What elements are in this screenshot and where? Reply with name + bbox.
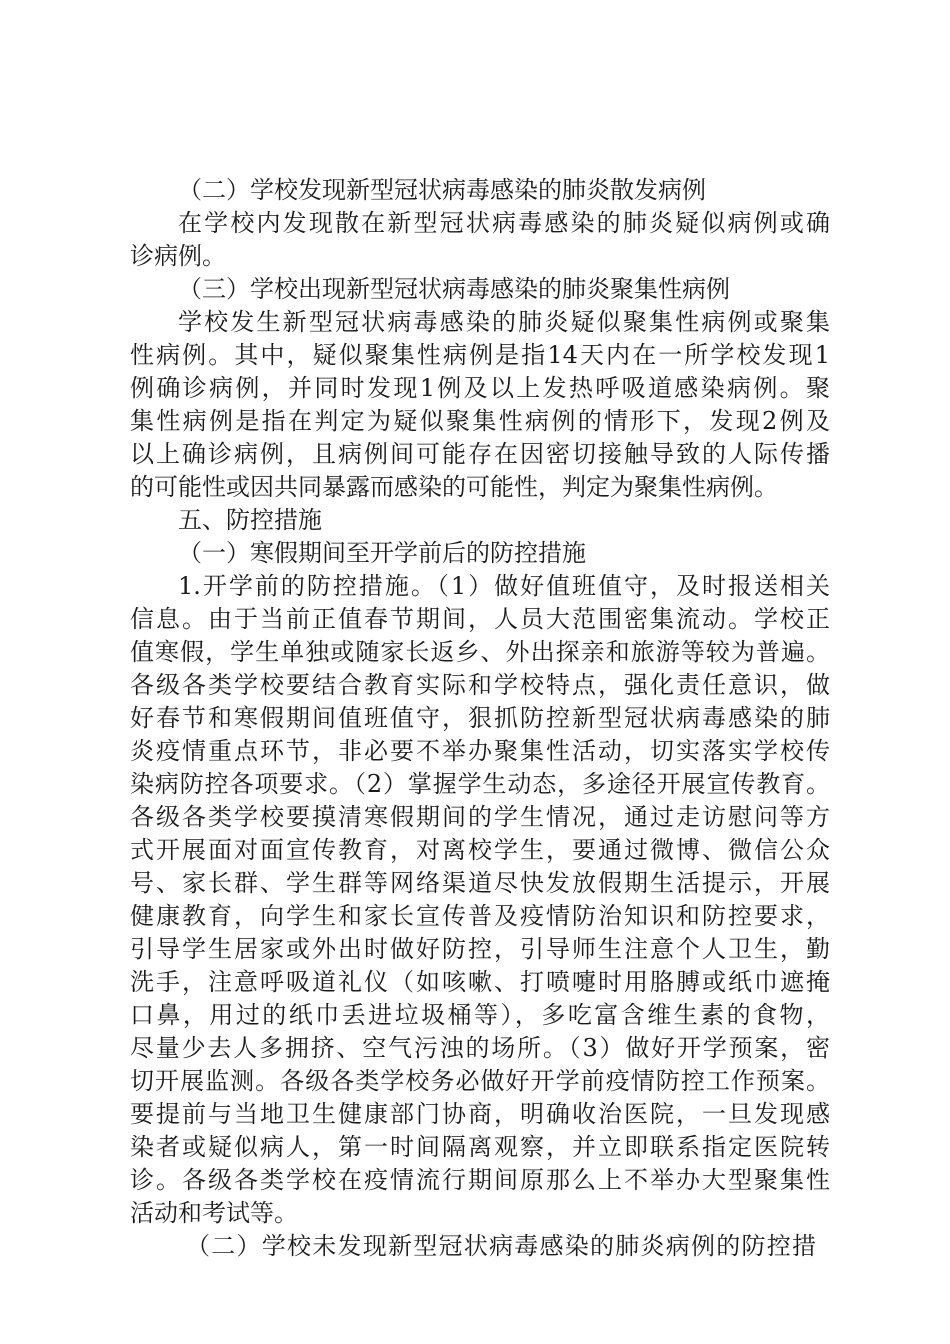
paragraph-line: 活动和考试等。	[130, 1199, 298, 1227]
paragraph-line: 洗手，注意呼吸道礼仪（如咳嗽、打喷嚏时用胳膊或纸巾遮掩	[130, 968, 830, 996]
paragraph-line: 式开展面对面宣传教育，对离校学生，要通过微博、微信公众	[130, 836, 830, 864]
paragraph-line: 例确诊病例，并同时发现1例及以上发热呼吸道感染病例。聚	[130, 374, 830, 402]
paragraph-line: 学校发生新型冠状病毒感染的肺炎疑似聚集性病例或聚集	[178, 308, 830, 336]
paragraph-line: 信息。由于当前正值春节期间，人员大范围密集流动。学校正	[130, 605, 830, 633]
subheading-sporadic-cases: （二）学校发现新型冠状病毒感染的肺炎散发病例	[178, 176, 706, 204]
paragraph-line: 性病例。其中，疑似聚集性病例是指14天内在一所学校发现1	[130, 341, 830, 369]
paragraph-line: 健康教育，向学生和家长宣传普及疫情防治知识和防控要求，	[130, 902, 830, 930]
paragraph-line: 染者或疑似病人，第一时间隔离观察，并立即联系指定医院转	[130, 1133, 830, 1161]
subheading-winter-break-measures: （一）寒假期间至开学前后的防控措施	[178, 539, 586, 567]
paragraph-line: 染病防控各项要求。（2）掌握学生动态，多途径开展宣传教育。	[130, 770, 830, 798]
subheading-cluster-cases: （三）学校出现新型冠状病毒感染的肺炎聚集性病例	[178, 275, 730, 303]
paragraph-line: 号、家长群、学生群等网络渠道尽快发放假期生活提示，开展	[130, 869, 830, 897]
paragraph-line: 引导学生居家或外出时做好防控，引导师生注意个人卫生，勤	[130, 935, 830, 963]
paragraph-line: 在学校内发现散在新型冠状病毒感染的肺炎疑似病例或确	[178, 209, 830, 237]
paragraph-line: 尽量少去人多拥挤、空气污浊的场所。（3）做好开学预案，密	[130, 1034, 830, 1062]
paragraph-line: 要提前与当地卫生健康部门协商，明确收治医院，一旦发现感	[130, 1100, 830, 1128]
paragraph-line: 各级各类学校要摸清寒假期间的学生情况，通过走访慰问等方	[130, 803, 830, 831]
section-heading-prevention: 五、防控措施	[178, 506, 322, 534]
paragraph-line: 切开展监测。各级各类学校务必做好开学前疫情防控工作预案。	[130, 1067, 830, 1095]
paragraph-line: 炎疫情重点环节，非必要不举办聚集性活动，切实落实学校传	[130, 737, 830, 765]
paragraph-line: 1.开学前的防控措施。（1）做好值班值守，及时报送相关	[178, 572, 830, 600]
paragraph-line: 集性病例是指在判定为疑似聚集性病例的情形下，发现2例及	[130, 407, 830, 435]
paragraph-line: 诊。各级各类学校在疫情流行期间原那么上不举办大型聚集性	[130, 1166, 830, 1194]
paragraph-line: 诊病例。	[130, 242, 226, 270]
paragraph-line: 的可能性或因共同暴露而感染的可能性，判定为聚集性病例。	[130, 473, 778, 501]
paragraph-line: 以上确诊病例，且病例间可能存在因密切接触导致的人际传播	[130, 440, 830, 468]
paragraph-line: 口鼻，用过的纸巾丢进垃圾桶等），多吃富含维生素的食物，	[130, 1001, 830, 1029]
subheading-no-cases-measures: （二）学校未发现新型冠状病毒感染的肺炎病例的防控措	[186, 1232, 816, 1260]
paragraph-line: 值寒假，学生单独或随家长返乡、外出探亲和旅游等较为普遍。	[130, 638, 830, 666]
paragraph-line: 各级各类学校要结合教育实际和学校特点，强化责任意识，做	[130, 671, 830, 699]
paragraph-line: 好春节和寒假期间值班值守，狠抓防控新型冠状病毒感染的肺	[130, 704, 830, 732]
